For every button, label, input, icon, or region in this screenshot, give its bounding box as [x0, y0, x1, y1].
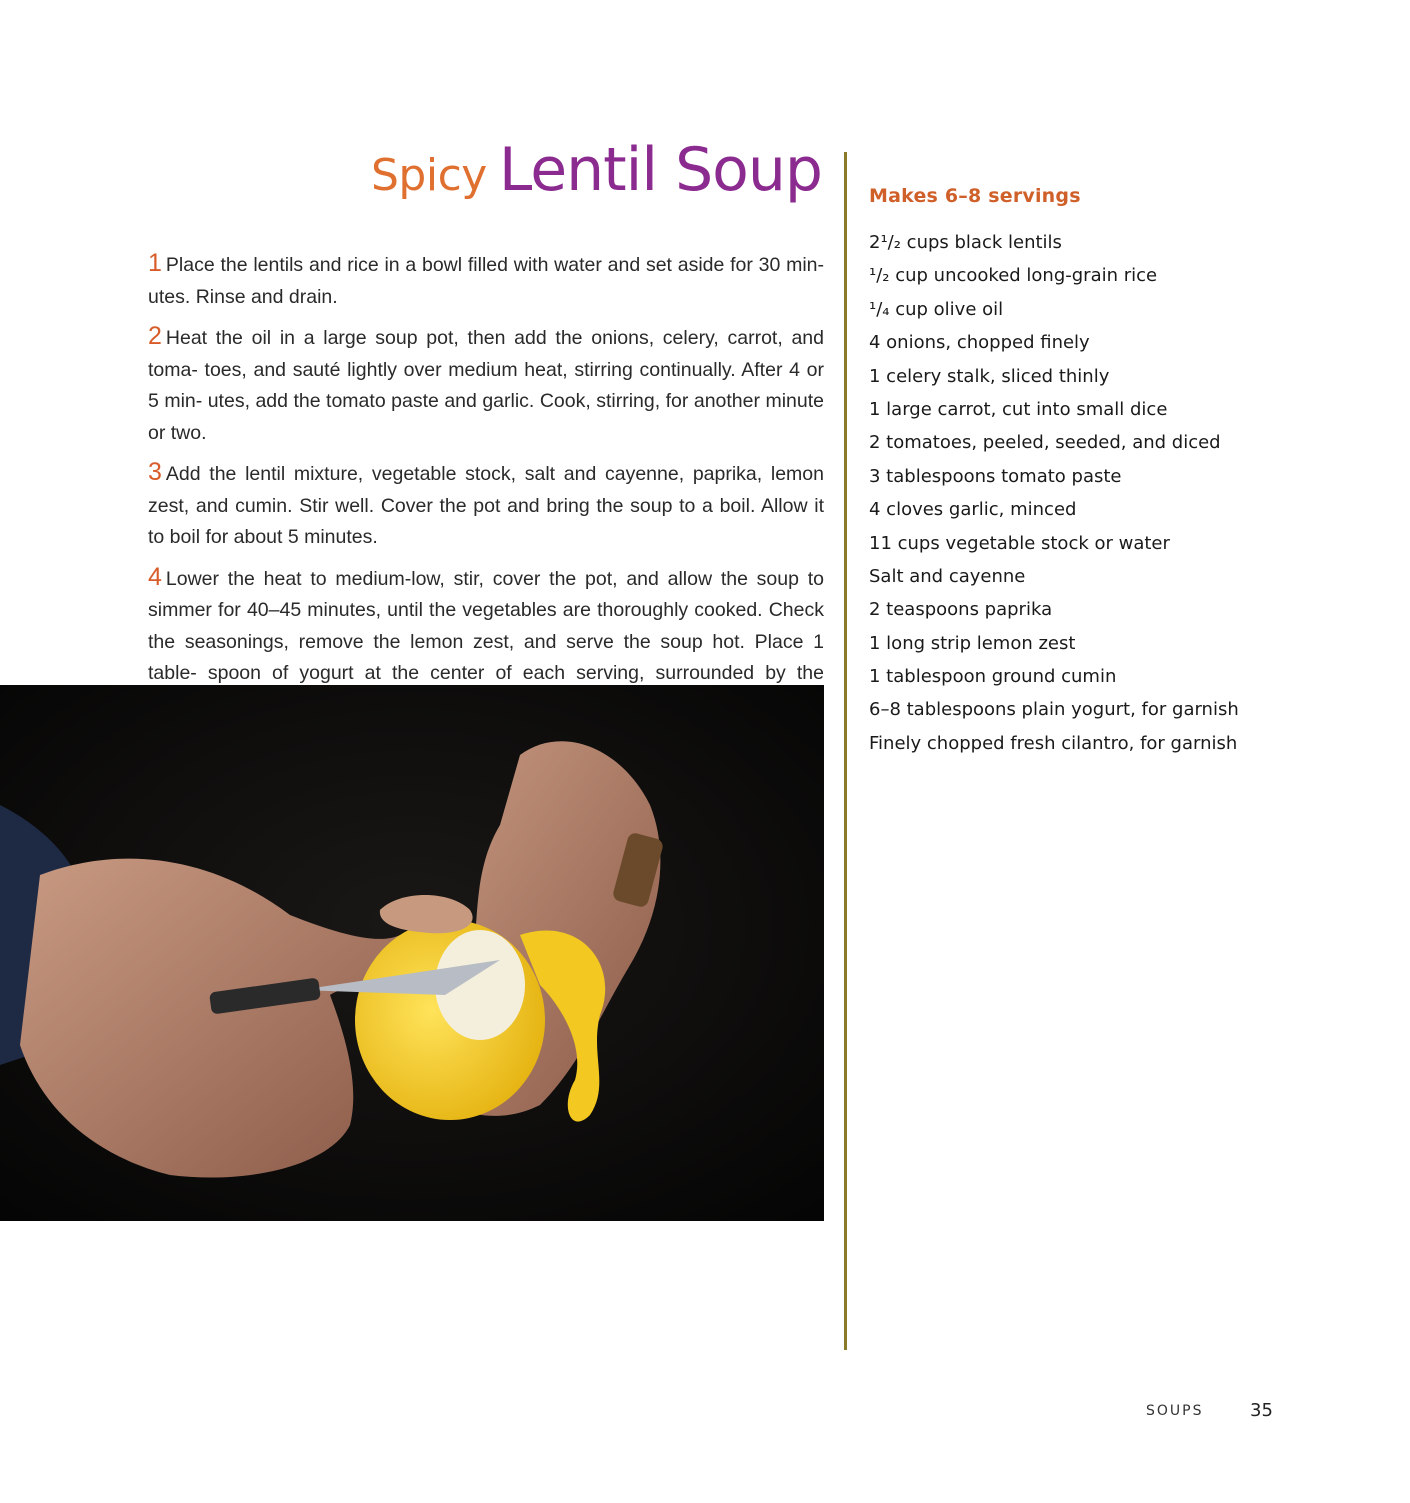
step-text: Place the lentils and rice in a bowl filled with water and set aside for 30 min- utes. Rinse and drain.: [148, 254, 824, 308]
step-number: 2: [148, 322, 162, 350]
ingredient-item: Salt and cayenne: [869, 565, 1026, 587]
ingredient-item: 2 tomatoes, peeled, seeded, and diced: [869, 432, 1221, 454]
ingredient-item: 1 large carrot, cut into small dice: [869, 398, 1168, 420]
ingredient-item: ¹/₄ cup olive oil: [869, 298, 1004, 320]
column-divider: [844, 152, 847, 1350]
ingredient-item: 4 cloves garlic, minced: [869, 499, 1077, 521]
ingredient-item: 2¹/₂ cups black lentils: [869, 232, 1062, 253]
ingredient-item: 4 onions, chopped finely: [869, 332, 1090, 354]
ingredient-item: 11 cups vegetable stock or water: [869, 532, 1170, 554]
section-name: SOUPS: [1146, 1403, 1204, 1419]
step-text: Add the lentil mixture, vegetable stock, salt and cayenne, paprika, lemon zest, and cumin. Stir well. Cover the pot and bring the soup to a boil. Allow it to boil for about 5 minutes.: [148, 463, 824, 548]
title-main: Lentil Soup: [498, 135, 822, 205]
lemon-peeling-photo: [0, 685, 824, 1221]
step-number: 4: [148, 562, 162, 591]
step-text: Lower the heat to medium-low, stir, cover the pot, and allow the soup to simmer for 40–45 minutes, until the vegetables are thoroughly cooked. Check the seasonings, remove the lemon zest, and serve the soup hot. Place 1 table- spoon of yogurt at the center of each serving, surrounded by the: [148, 567, 824, 684]
ingredient-item: 3 tablespoons tomato paste: [869, 465, 1122, 487]
step-number: 3: [148, 458, 162, 486]
ingredient-item: 2 teaspoons paprika: [869, 599, 1053, 621]
ingredient-item: Finely chopped fresh cilantro, for garnish: [869, 732, 1238, 754]
step-3: [148, 457, 824, 554]
instructions: [148, 248, 824, 729]
ingredient-item: 1 celery stalk, sliced thinly: [869, 365, 1110, 387]
step-number: 1: [148, 249, 162, 277]
recipe-title: [371, 135, 822, 205]
step-1: [148, 248, 824, 313]
ingredient-item: 1 long strip lemon zest: [869, 632, 1076, 654]
ingredient-item: ¹/₂ cup uncooked long-grain rice: [869, 265, 1158, 287]
page-number: 35: [1250, 1400, 1273, 1421]
servings-yield: Makes 6–8 servings: [869, 185, 1081, 207]
ingredient-item: 6–8 tablespoons plain yogurt, for garnish: [869, 699, 1239, 721]
photo-illustration: [0, 685, 824, 1221]
title-prefix: Spicy: [371, 150, 487, 201]
ingredient-item: 1 tablespoon ground cumin: [869, 666, 1117, 688]
step-2: [148, 321, 824, 449]
ingredient-list: [869, 229, 1239, 763]
step-text: Heat the oil in a large soup pot, then add the onions, celery, carrot, and toma- toes, and sauté lightly over medium heat, stirring continually. After 4 or 5 min- utes, add the tomato paste and garlic. Cook, stirring, for another minute or two.: [148, 327, 824, 444]
